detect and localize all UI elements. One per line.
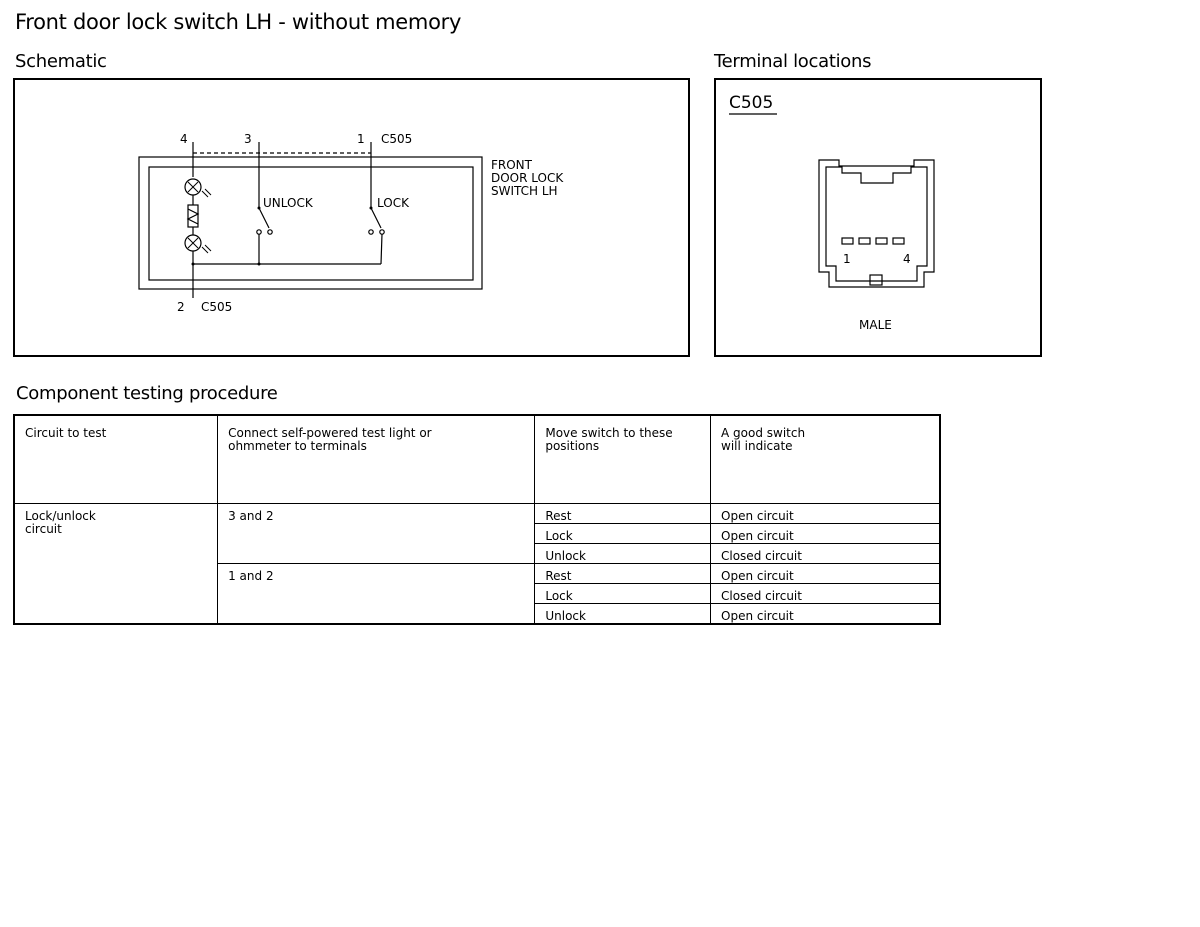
result-cell: Closed circuit (711, 584, 941, 604)
result-cell: Open circuit (711, 564, 941, 584)
position-cell: Unlock (535, 544, 711, 564)
unlock-switch-contact (259, 208, 269, 228)
table-row (14, 504, 940, 524)
table-header-row (14, 415, 940, 504)
connector-face (819, 160, 934, 287)
connector-id: C505 (729, 93, 774, 113)
header-circuit: Circuit to test (14, 415, 218, 504)
terminal-panel (714, 78, 1042, 357)
connector-gender-label: MALE (859, 318, 892, 332)
header-indication: A good switch will indicate (711, 415, 941, 504)
header-positions: Move switch to these positions (535, 415, 711, 504)
schematic-panel (13, 78, 690, 357)
lock-switch-contact (371, 208, 381, 228)
position-cell: Rest (535, 564, 711, 584)
terminals-cell: 3 and 2 (218, 504, 535, 564)
switch-outer-housing (139, 157, 482, 289)
pin-2-label: 2 (177, 300, 185, 314)
lock-label: LOCK (377, 196, 409, 210)
component-name-line1: FRONT (491, 158, 532, 172)
position-cell: Lock (535, 524, 711, 544)
connector-label-top: C505 (381, 132, 413, 146)
schematic-diagram (15, 80, 688, 355)
terminal-locations-label: Terminal locations (714, 51, 872, 72)
terminal-pin-1-label: 1 (843, 252, 851, 266)
unlock-label: UNLOCK (263, 196, 313, 210)
position-cell: Lock (535, 584, 711, 604)
connector-key (870, 275, 882, 285)
connector-label-bottom: C505 (201, 300, 233, 314)
header-terminals: Connect self-powered test light or ohmmeter to terminals (218, 415, 535, 504)
result-cell: Open circuit (711, 524, 941, 544)
terminal-slot-3 (876, 238, 887, 244)
terminal-slot-1 (842, 238, 853, 244)
result-cell: Closed circuit (711, 544, 941, 564)
result-cell: Open circuit (711, 504, 941, 524)
testing-procedure-label: Component testing procedure (16, 383, 278, 404)
component-name-line2: DOOR LOCK (491, 171, 564, 185)
terminal-pin-4-label: 4 (903, 252, 911, 266)
result-cell: Open circuit (711, 604, 941, 625)
pin-4-label: 4 (180, 132, 188, 146)
circuit-cell: Lock/unlock circuit (14, 504, 218, 625)
connector-diagram (716, 80, 1040, 355)
schematic-label: Schematic (15, 51, 107, 72)
component-name-line3: SWITCH LH (491, 184, 558, 198)
terminal-slot-4 (893, 238, 904, 244)
position-cell: Rest (535, 504, 711, 524)
position-cell: Unlock (535, 604, 711, 625)
terminals-cell: 1 and 2 (218, 564, 535, 625)
page-title: Front door lock switch LH - without memory (15, 10, 462, 34)
testing-table (13, 414, 941, 625)
pin-1-label: 1 (357, 132, 365, 146)
pin-3-label: 3 (244, 132, 252, 146)
terminal-slot-2 (859, 238, 870, 244)
